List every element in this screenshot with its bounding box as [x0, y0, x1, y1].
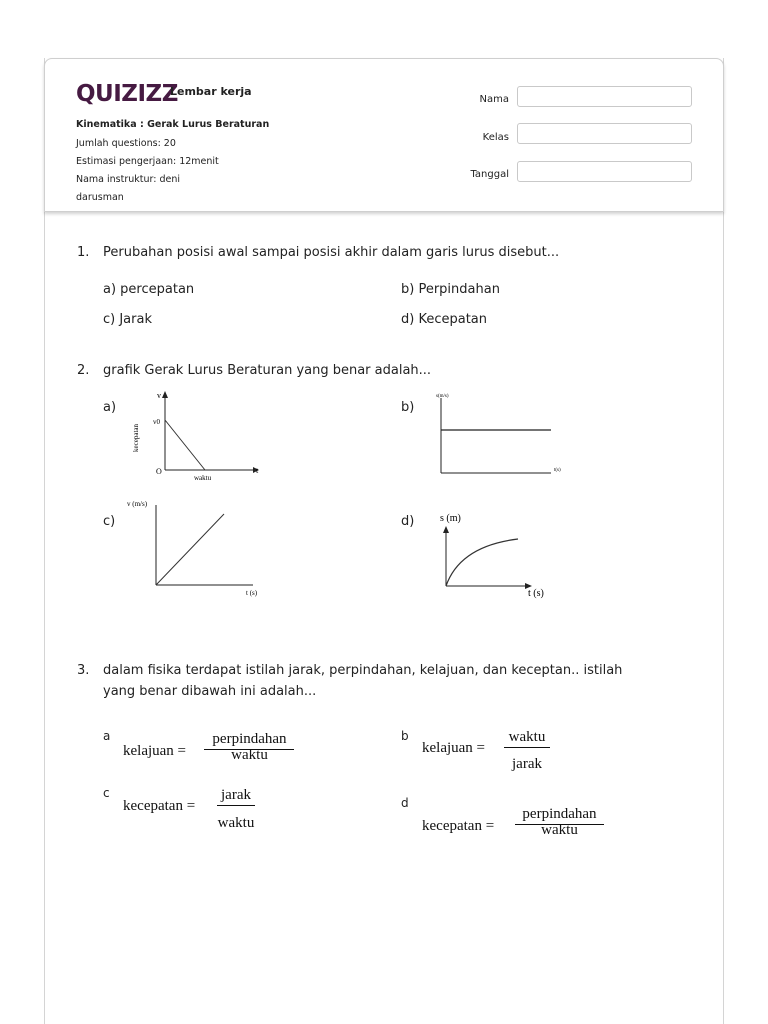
q2-graph-a [125, 386, 265, 484]
formula-b-numerator: waktu [508, 729, 546, 745]
q2-option-b-label[interactable]: b) [401, 400, 415, 415]
formula-b-bar [504, 747, 550, 748]
instructor-name-cont: darusman [76, 192, 124, 203]
q2-option-d-label[interactable]: d) [401, 514, 415, 529]
graph-d-x-axis: t (s) [528, 588, 544, 599]
question-3-text-line2: yang benar dibawah ini adalah... [103, 684, 317, 699]
class-field[interactable] [517, 123, 692, 144]
quizizz-logo: QUIZIZZ [76, 81, 178, 107]
formula-c-denominator: waktu [217, 815, 255, 831]
formula-a-lhs: kelajuan = [123, 743, 187, 759]
question-1-number: 1. [77, 245, 90, 260]
formula-c-numerator: jarak [221, 787, 251, 803]
q3-option-d-letter[interactable]: d [401, 796, 409, 810]
graph-c-x-axis: t (s) [246, 589, 258, 597]
q3-option-c-formula[interactable] [123, 786, 283, 836]
formula-a-denominator: waktu [231, 747, 268, 763]
date-label: Tanggal [470, 169, 509, 180]
graph-a-x-label: waktu [194, 474, 212, 482]
question-1-text: Perubahan posisi awal sampai posisi akhir dalam garis lurus disebut... [103, 245, 560, 260]
question-2-text: grafik Gerak Lurus Beraturan yang benar adalah... [103, 363, 432, 378]
q3-option-b-letter[interactable]: b [401, 729, 409, 743]
estimated-time: Estimasi pengerjaan: 12menit [76, 156, 219, 167]
graph-c-y-axis: v (m/s) [127, 500, 148, 508]
graph-d-y-axis: s (m) [440, 513, 461, 524]
graph-b-x-axis: t(s) [554, 468, 561, 473]
name-field[interactable] [517, 86, 692, 107]
graph-a-y-axis: v [157, 391, 161, 400]
q2-option-c-label[interactable]: c) [103, 514, 116, 529]
q3-option-d-formula[interactable] [422, 805, 622, 845]
question-count: Jumlah questions: 20 [76, 138, 176, 149]
q3-option-c-letter[interactable]: c [103, 786, 110, 800]
q3-option-a-letter[interactable]: a [103, 729, 111, 743]
formula-a-numerator: perpindahan [212, 731, 287, 747]
q3-option-b-formula[interactable] [422, 728, 582, 778]
q1-option-c[interactable]: c) Jarak [103, 312, 152, 327]
formula-d-numerator: perpindahan [522, 806, 597, 822]
question-3-number: 3. [77, 663, 90, 678]
worksheet-topic: Kinematika : Gerak Lurus Beraturan [76, 119, 270, 130]
q2-graph-d [432, 506, 552, 600]
worksheet-header [44, 58, 724, 212]
class-label: Kelas [482, 132, 509, 143]
q2-graph-c [125, 497, 270, 600]
formula-b-denominator: jarak [512, 756, 542, 772]
name-label: Nama [479, 94, 509, 105]
graph-a-origin: O [156, 467, 162, 476]
formula-d-denominator: waktu [541, 822, 578, 838]
q1-option-d[interactable]: d) Kecepatan [401, 312, 487, 327]
q3-option-a-formula[interactable] [123, 730, 323, 770]
q2-graph-b [418, 388, 570, 480]
graph-b-y-axis: s(m/s) [436, 394, 449, 399]
formula-c-bar [217, 805, 255, 806]
instructor-name: Nama instruktur: deni [76, 174, 181, 185]
formula-c-lhs: kecepatan = [123, 798, 196, 814]
date-field[interactable] [517, 161, 692, 182]
q1-option-b[interactable]: b) Perpindahan [401, 282, 500, 297]
q2-option-a-label[interactable]: a) [103, 400, 117, 415]
graph-a-x-axis: t [256, 466, 259, 475]
formula-d-lhs: kecepatan = [422, 818, 495, 834]
graph-a-y-label: kecepatan [132, 424, 140, 452]
header-subtitle: Lembar kerja [170, 85, 252, 98]
question-2-number: 2. [77, 363, 90, 378]
question-3-text-line1: dalam fisika terdapat istilah jarak, perpindahan, kelajuan, dan keceptan.. istilah [103, 663, 623, 678]
q1-option-a[interactable]: a) percepatan [103, 282, 195, 297]
formula-b-lhs: kelajuan = [422, 740, 486, 756]
graph-a-v0: v0 [153, 418, 160, 426]
